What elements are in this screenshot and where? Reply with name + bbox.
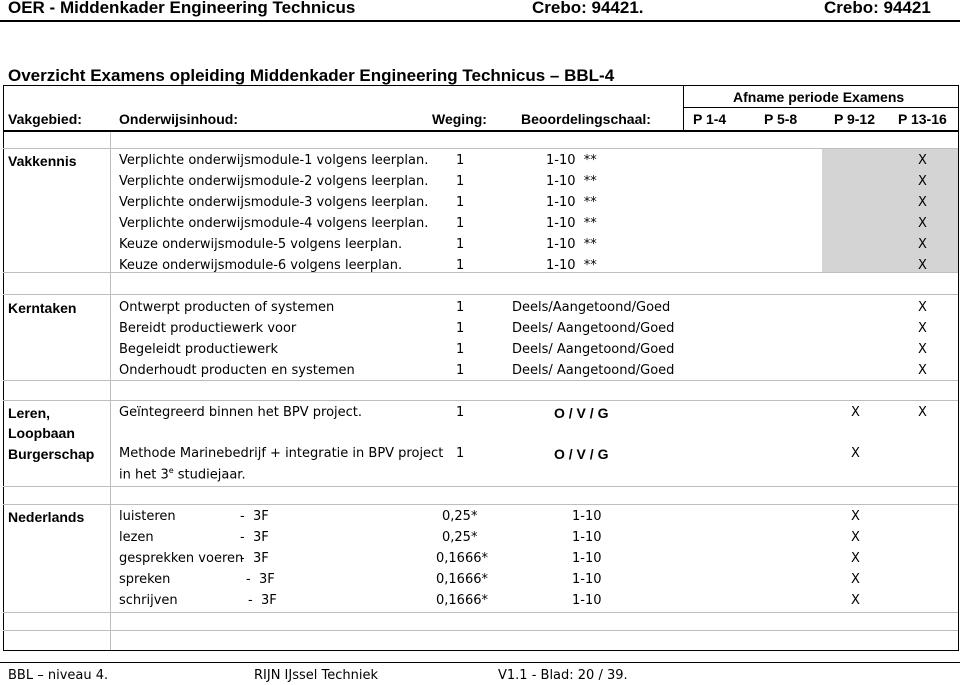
row-weging: 0,25* [442,530,478,545]
row-weging: 1 [456,405,465,420]
footer-page: V1.1 - Blad: 20 / 39. [498,668,628,683]
row-mark-p13-16: X [918,174,927,189]
row-schaal: 1-10 ** [546,195,597,210]
header-row-border [3,130,959,132]
row-mark-p9-12: X [851,405,860,420]
afname-periode-header: Afname periode Examens [733,89,905,105]
header-divider [0,20,960,22]
row-mark-p9-12: X [851,551,860,566]
crebo-number: Crebo: 94421. [532,0,644,17]
row-schaal: O / V / G [554,405,609,421]
row-content: Begeleidt productiewerk [119,342,278,357]
row-mark-p9-12: X [851,593,860,608]
row-mark-p9-12: X [851,509,860,524]
section-label-leren: Leren, [8,405,51,421]
row-content: Verplichte onderwijsmodule-2 volgens leerplan. [119,174,429,189]
row-mark-p13-16: X [918,258,927,273]
section-label-vakkennis: Vakkennis [8,153,77,169]
row-schaal: 1-10 [572,593,602,608]
row-schaal: Deels/Aangetoond/Goed [512,300,671,315]
row-mark-p13-16: X [918,300,927,315]
row-weging: 1 [456,195,465,210]
row-weging: 1 [456,300,465,315]
row-weging: 1 [456,216,465,231]
footer-divider [0,662,960,663]
section-label-kerntaken: Kerntaken [8,300,77,316]
row-weging: 1 [456,363,465,378]
row-content: Onderhoudt producten en systemen [119,363,355,378]
row-mark-p9-12: X [851,530,860,545]
row-level: - 3F [240,551,269,566]
crebo-number-right: Crebo: 94421 [824,0,931,17]
row-schaal: 1-10 [572,572,602,587]
row-level: - 3F [240,530,269,545]
row-content: Ontwerpt producten of systemen [119,300,335,315]
row-schaal: 1-10 [572,551,602,566]
row-weging: 1 [456,342,465,357]
row-mark-p9-12: X [851,572,860,587]
col-p5-8: P 5-8 [764,111,798,127]
row-mark-p13-16: X [918,342,927,357]
section-label-burgerschap: Burgerschap [8,446,95,462]
footer-level: BBL – niveau 4. [8,668,109,683]
row-schaal: 1-10 ** [546,237,597,252]
table-right-border [958,85,959,650]
row-content: Methode Marinebedrijf + integratie in BPV project [119,446,444,461]
row-content: lezen [119,530,154,545]
section-label-nederlands: Nederlands [8,509,85,525]
row-mark-p13-16: X [918,363,927,378]
row-mark-p13-16: X [918,216,927,231]
row-schaal: 1-10 ** [546,174,597,189]
row-schaal: Deels/ Aangetoond/Goed [512,321,675,336]
row-weging: 1 [456,321,465,336]
row-schaal: 1-10 [572,509,602,524]
row-weging: 1 [456,174,465,189]
row-level: - 3F [240,509,269,524]
row-schaal: Deels/ Aangetoond/Goed [512,342,675,357]
table-left-border [3,85,4,650]
row-content: Verplichte onderwijsmodule-1 volgens leerplan. [119,153,429,168]
row-content: Geïntegreerd binnen het BPV project. [119,405,363,420]
afname-left-border [683,85,684,130]
row-content-continued: in het 3e studiejaar. [119,466,246,483]
row-weging: 0,1666* [436,593,488,608]
row-content: Bereidt productiewerk voor [119,321,297,336]
table-top-border [3,85,958,86]
col-onderwijsinhoud: Onderwijsinhoud: [119,111,238,127]
row-weging: 1 [456,237,465,252]
row-mark-p13-16: X [918,321,927,336]
row-mark-p13-16: X [918,195,927,210]
row-mark-p13-16: X [918,237,927,252]
col-vakgebied: Vakgebied: [8,111,82,127]
row-level: - 3F [246,572,275,587]
row-content: spreken [119,572,171,587]
row-weging: 1 [456,258,465,273]
row-content: Keuze onderwijsmodule-6 volgens leerplan. [119,258,403,273]
overview-title: Overzicht Examens opleiding Middenkader Engineering Technicus – BBL-4 [8,66,615,85]
row-weging: 1 [456,446,465,461]
row-mark-p13-16: X [918,153,927,168]
vakkennis-shading [822,148,958,272]
row-schaal: 1-10 ** [546,258,597,273]
footer-school: RIJN IJssel Techniek [254,668,379,683]
col-beoordelingschaal: Beoordelingschaal: [521,111,651,127]
row-schaal: 1-10 ** [546,216,597,231]
row-schaal: Deels/ Aangetoond/Goed [512,363,675,378]
row-weging: 0,1666* [436,572,488,587]
row-content: luisteren [119,509,176,524]
row-schaal: 1-10 ** [546,153,597,168]
row-weging: 1 [456,153,465,168]
col-p1-4: P 1-4 [693,111,727,127]
afname-sub-border [683,107,958,108]
col-p13-16: P 13-16 [898,111,947,127]
row-mark-p9-12: X [851,446,860,461]
row-mark-p13-16: X [918,405,927,420]
row-content: gesprekken voeren [119,551,244,566]
row-weging: 0,1666* [436,551,488,566]
col-p9-12: P 9-12 [834,111,875,127]
row-content: Keuze onderwijsmodule-5 volgens leerplan. [119,237,403,252]
row-schaal: 1-10 [572,530,602,545]
row-content: schrijven [119,593,178,608]
row-schaal: O / V / G [554,446,609,462]
row-content: Verplichte onderwijsmodule-4 volgens leerplan. [119,216,429,231]
document-title: OER - Middenkader Engineering Technicus [8,0,356,17]
section-label-loopbaan: Loopbaan [8,425,75,441]
row-level: - 3F [248,593,277,608]
table-bottom-border [3,650,959,651]
row-weging: 0,25* [442,509,478,524]
row-content: Verplichte onderwijsmodule-3 volgens leerplan. [119,195,429,210]
col-weging: Weging: [432,111,487,127]
